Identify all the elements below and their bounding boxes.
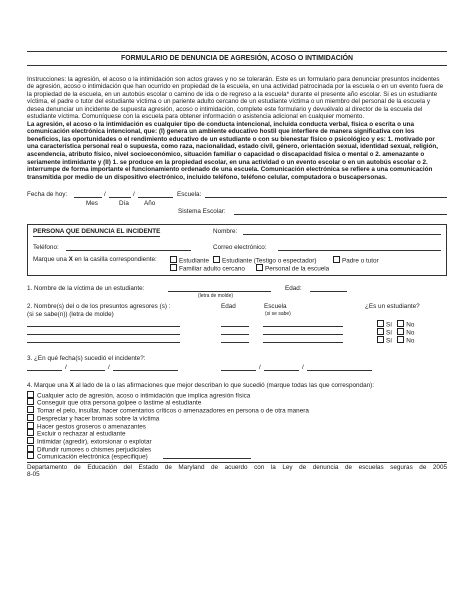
sistema-label: Sistema Escolar: <box>178 208 226 216</box>
checkbox-icon[interactable] <box>397 320 404 327</box>
checkbox-icon[interactable] <box>256 264 263 271</box>
q2-estudiante-header: ¿Es un estudiante? <box>365 303 420 311</box>
specify-field[interactable] <box>163 452 251 459</box>
q3-slash: / <box>65 364 67 372</box>
q2-edad-header: Edad <box>221 303 236 311</box>
q3-block <box>27 355 447 382</box>
checkbox-icon[interactable] <box>170 256 177 263</box>
q4-option-label: Comunicación electrónica (especifique) <box>37 453 148 461</box>
fecha-label: Fecha de hoy: <box>27 191 68 199</box>
checkbox-icon[interactable] <box>27 414 34 421</box>
reporter-row-2 <box>33 242 441 256</box>
incident-year-2[interactable] <box>307 364 372 371</box>
day-field[interactable] <box>109 191 131 198</box>
option-label: Personal de la escuela <box>265 265 330 273</box>
q3-slash: / <box>302 364 304 372</box>
q2-escuela-header: Escuela <box>264 303 287 311</box>
checkbox-icon[interactable] <box>27 406 34 413</box>
q4-instruction <box>27 382 447 390</box>
date-row <box>27 191 447 200</box>
month-field[interactable] <box>74 191 102 198</box>
checkbox-icon[interactable] <box>170 264 177 271</box>
marque-instruction <box>33 256 157 264</box>
school-system-field[interactable] <box>234 208 447 215</box>
reporter-name-field[interactable] <box>243 228 441 235</box>
q4-option[interactable] <box>27 429 447 437</box>
si-label: Sí <box>386 321 392 329</box>
school-field[interactable] <box>205 191 447 198</box>
checkbox-icon[interactable] <box>397 328 404 335</box>
q1-sub-row <box>27 293 447 303</box>
date-sublabels <box>27 200 447 208</box>
q3-slash: / <box>108 364 110 372</box>
no-label: No <box>406 329 415 337</box>
q4-suffix: al lado de la o las afirmaciones que mejor describan lo que sucedió (marque todas las que correspondan): <box>73 382 374 390</box>
option-personal[interactable] <box>256 264 329 273</box>
marque-prefix: Marque una <box>33 256 69 264</box>
aggressor-name-field-3[interactable] <box>27 336 180 343</box>
q2-escuela-sub: (si se sabe) <box>265 311 291 318</box>
definition-text: La agresión, el acoso o la intimidación es cualquier tipo de conducta intencional, incluida conducta verbal, física o escrita o una comunicación electrónica intencional, que: (I) genera un ambiente educativo hostil que interfiere de manera significativa con los beneficios, las oportunidades o el rendimiento educativo de un estudiante o con su bienestar físico o psicológico y es: 1. motivado por una característica personal real o supuesta, como raza, nacionalidad, estado civil, género, orientación sexual, identidad sexual, religión, ascendencia, atributo físico, nivel socioeconómico, situación familiar o capacidad o discapacidad física o mental o 2. amenazante o seriamente intimidante y (II) 1. se produce en la propiedad escolar, en una actividad o un evento escolar o en un autobús escolar o 2. interrumpe de forma importante el funcionamiento ordenado de una escuela. Comunicación electrónica se refiere a una comunicación transmitida por medio de un dispositivo electrónico, incluido teléfono, teléfono celular, computadora o buscapersonas. <box>27 120 439 181</box>
incident-day-2[interactable] <box>264 364 299 371</box>
aggressor-school-field-2[interactable] <box>263 328 343 335</box>
q3-slash: / <box>259 364 261 372</box>
q1-row <box>27 285 447 293</box>
checkbox-icon[interactable] <box>377 336 384 343</box>
instructions-text: Instrucciones: la agresión, el acoso o la intimidación son actos graves y no se tolerarán. Este es un formulario para denunciar presuntos incidentes de agresión, acoso o intimidación que han ocurrido en propiedad de la escuela, en una actividad patrocinada por la escuela o en un evento fuera de la propiedad de la escuela, en un autobús escolar o camino de ida o de regreso a la escuela* durante el presente año escolar. Si es un estudiante víctima, el padre o tutor del estudiante víctima o un pariente adulto cercano de un estudiante víctima o un miembro del personal de la escuela y desea denunciar un incidente de supuesta agresión, acoso o intimidación, complete este formulario y devuélvalo al director de la escuela del estudiante víctima. Comuníquese con la escuela para obtener información o asistencia adicional en cualquier momento. <box>27 75 444 121</box>
incident-month-1[interactable] <box>27 364 62 371</box>
checkbox-icon[interactable] <box>213 256 220 263</box>
checkbox-icon[interactable] <box>27 391 34 398</box>
reporter-heading: PERSONA QUE DENUNCIA EL INCIDENTE <box>33 228 161 236</box>
reporter-row-4 <box>33 264 441 272</box>
option-label: Estudiante <box>179 257 209 265</box>
option-label: Estudiante (Testigo o espectador) <box>222 257 317 265</box>
si-label: Sí <box>386 337 392 345</box>
reporter-row-1 <box>33 228 441 242</box>
victim-age-field[interactable] <box>310 285 347 292</box>
q4-options <box>27 391 447 460</box>
marque-suffix: en la casilla correspondiente: <box>72 256 157 264</box>
bullying-report-form <box>27 51 447 479</box>
q4-option[interactable] <box>27 445 447 453</box>
q2-sublabel: (si se sabe(n)) (letra de molde) <box>27 311 114 319</box>
option-label: Padre o tutor <box>342 257 379 265</box>
mes-label: Mes <box>86 200 98 208</box>
system-row <box>27 208 447 217</box>
escuela-label: Escuela: <box>177 191 202 199</box>
q4-option-label: Intimidar (agredir), extorsionar o explotar <box>37 438 152 446</box>
year-field[interactable] <box>138 191 173 198</box>
q4-option[interactable] <box>27 452 447 460</box>
date-slash-2: / <box>133 191 135 199</box>
checkbox-icon[interactable] <box>27 437 34 444</box>
incident-year-1[interactable] <box>113 364 178 371</box>
aggressor-age-field-1[interactable] <box>221 320 249 327</box>
incident-month-2[interactable] <box>221 364 256 371</box>
checkbox-icon[interactable] <box>333 256 340 263</box>
form-title: FORMULARIO DE DENUNCIA DE AGRESIÓN, ACOSO O INTIMIDACIÓN <box>121 55 353 62</box>
aggressor-school-field-1[interactable] <box>263 320 343 327</box>
q4-option-label: Difundir rumores o chismes perjudiciales <box>37 446 152 454</box>
q1-edad-label: Edad: <box>285 285 302 293</box>
nombre-label: Nombre: <box>213 228 238 236</box>
q1-label: 1. Nombre de la víctima de un estudiante: <box>27 285 145 293</box>
q4-option-label: Despreciar y hacer bromas sobre la víctima <box>37 415 160 423</box>
reporter-box <box>27 224 447 276</box>
footer-text: Departamento de Educación del Estado de Maryland de acuerdo con la Ley de denuncia de escuelas seguras de 2005 <box>27 463 447 471</box>
dia-label: Día <box>119 200 129 208</box>
aggressor-name-field-1[interactable] <box>27 320 180 327</box>
q4-option[interactable] <box>27 398 447 406</box>
q4-option[interactable] <box>27 406 447 414</box>
q4-prefix: 4. Marque una <box>27 382 70 390</box>
option-label: Familiar adulto cercano <box>179 265 245 273</box>
q4-option-label: Hacer gestos groseros o amenazantes <box>37 423 146 430</box>
correo-label: Correo electrónico: <box>213 244 267 252</box>
ano-label: Año <box>144 200 156 208</box>
q4-option-label: Cualquier acto de agresión, acoso o intimidación que implica agresión física <box>37 392 251 400</box>
aggressor-school-field-3[interactable] <box>263 336 343 343</box>
q1-sublabel: (letra de molde) <box>198 293 234 300</box>
q4-option[interactable] <box>27 391 447 399</box>
no-label: No <box>406 337 415 345</box>
q2-label: 2. Nombre(s) del o de los presuntos agresores (s) : <box>27 303 171 311</box>
q4-option[interactable] <box>27 422 447 430</box>
checkbox-icon[interactable] <box>377 320 384 327</box>
marque-x: X <box>68 256 73 264</box>
checkbox-icon[interactable] <box>27 452 34 459</box>
checkbox-icon[interactable] <box>27 429 34 436</box>
aggressor-age-field-3[interactable] <box>221 336 249 343</box>
q2-block <box>27 303 447 355</box>
q4-option[interactable] <box>27 437 447 445</box>
student-yes-no-3 <box>377 336 414 345</box>
option-familiar[interactable] <box>170 264 245 273</box>
checkbox-icon[interactable] <box>27 445 34 452</box>
date-slash-1: / <box>104 191 106 199</box>
checkbox-icon[interactable] <box>27 422 34 429</box>
footer-code: 8-05 <box>27 471 40 479</box>
email-field[interactable] <box>278 244 441 251</box>
q4-option-label: Excluir o rechazar al estudiante <box>37 430 126 438</box>
no-label: No <box>406 321 415 329</box>
q4-x: X <box>69 382 74 390</box>
si-label: Sí <box>386 329 392 337</box>
checkbox-icon[interactable] <box>377 328 384 335</box>
q4-option-label: Conseguir que otra persona golpee o lastime al estudiante <box>37 399 202 407</box>
title-bar <box>27 51 447 66</box>
victim-name-field[interactable] <box>168 285 271 292</box>
checkbox-icon[interactable] <box>397 336 404 343</box>
telefono-label: Teléfono: <box>33 244 59 252</box>
footer-divider <box>27 462 447 463</box>
aggressor-name-field-2[interactable] <box>27 328 180 335</box>
q4-option-label: Tomar el pelo, insultar, hacer comentarios críticos o amenazadores en persona o de otra manera <box>37 407 309 415</box>
aggressor-age-field-2[interactable] <box>221 328 249 335</box>
checkbox-icon[interactable] <box>27 398 34 405</box>
incident-day-1[interactable] <box>70 364 105 371</box>
reporter-row-3 <box>33 256 441 264</box>
phone-field[interactable] <box>66 244 191 251</box>
q3-label: 3. ¿En qué fecha(s) sucedió el incidente?: <box>27 355 146 363</box>
